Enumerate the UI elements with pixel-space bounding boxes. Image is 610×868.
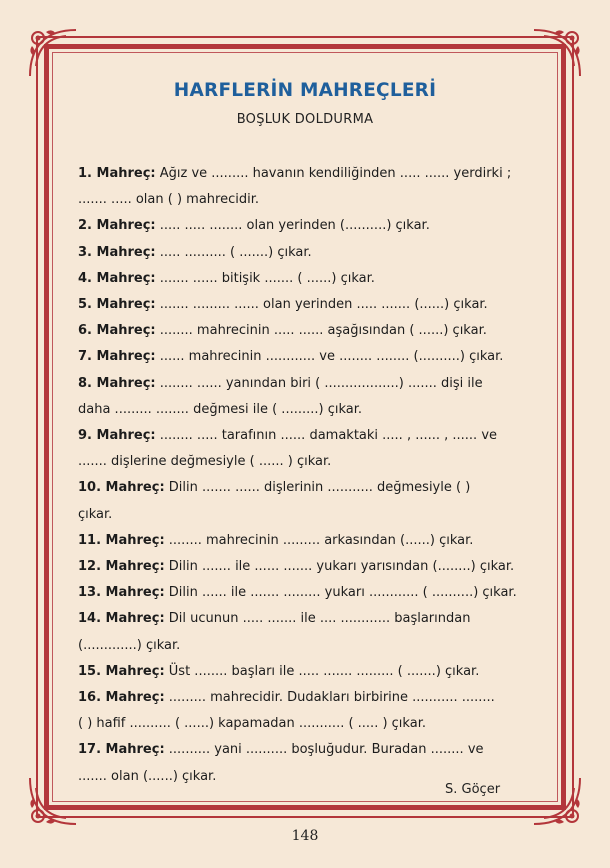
mahrec-number: 4. Mahreç:	[78, 270, 156, 286]
mahrec-number: 13. Mahreç:	[78, 585, 165, 601]
exercise-text: Dilin ...... ile ....... ......... yukarı ............ ( ..........) çıkar.	[164, 585, 517, 601]
exercise-text: ........ ..... tarafının ...... damaktaki ..... , ...... , ...... ve	[155, 428, 498, 444]
exercise-line	[78, 266, 538, 292]
exercise-text: ........ mahrecinin ......... arkasından (......) çıkar.	[164, 532, 474, 548]
exercise-text: Dilin ....... ile ...... ....... yukarı yarısından (........) çıkar.	[164, 559, 515, 575]
corner-ornament-icon	[530, 774, 584, 828]
exercise-line	[78, 240, 538, 266]
exercise-line	[78, 580, 538, 606]
exercise-line	[78, 528, 538, 554]
exercise-text: ........ ...... yanından biri ( ..................) ....... dişi ile	[155, 375, 483, 391]
exercise-text: ....... ...... bitişik ....... ( ......) çıkar.	[155, 270, 375, 286]
mahrec-number: 9. Mahreç:	[78, 428, 156, 444]
exercise-text: daha ......... ........ değmesi ile ( .........) çıkar.	[78, 401, 363, 417]
exercise-line	[78, 344, 538, 370]
exercise-text: ....... ..... olan ( ) mahrecidir.	[78, 192, 259, 208]
exercise-text: ....... dişlerine değmesiyle ( ...... ) çıkar.	[78, 454, 332, 470]
mahrec-number: 5. Mahreç:	[78, 297, 156, 313]
exercise-line	[78, 161, 538, 187]
exercise-line	[78, 737, 538, 763]
exercise-line	[78, 423, 538, 449]
exercise-text: ....... ......... ...... olan yerinden ..... ....... (......) çıkar.	[155, 297, 488, 313]
exercise-text: ...... mahrecinin ............ ve ........ ........ (..........) çıkar.	[155, 349, 504, 365]
exercise-text: ....... olan (......) çıkar.	[78, 768, 217, 784]
exercise-line	[78, 502, 538, 528]
mahrec-number: 12. Mahreç:	[78, 559, 165, 575]
exercise-line	[78, 292, 538, 318]
mahrec-number: 6. Mahreç:	[78, 323, 156, 339]
page-title: HARFLERİN MAHREÇLERİ	[173, 80, 437, 101]
exercise-text: (.............) çıkar.	[78, 637, 181, 653]
corner-ornament-icon	[530, 26, 584, 80]
exercise-text: ( ) hafif .......... ( ......) kapamadan ........... ( ..... ) çıkar.	[78, 716, 426, 732]
exercise-line	[78, 659, 538, 685]
mahrec-number: 16. Mahreç:	[78, 690, 165, 706]
exercise-line	[78, 449, 538, 475]
exercise-line	[78, 554, 538, 580]
mahrec-number: 11. Mahreç:	[78, 532, 165, 548]
exercise-text: ..... .......... ( .......) çıkar.	[155, 244, 312, 260]
mahrec-number: 14. Mahreç:	[78, 611, 165, 627]
exercise-text: Dilin ....... ...... dişlerinin ........... değmesiyle ( )	[164, 480, 471, 496]
exercise-text: Dil ucunun ..... ....... ile .... ............ başlarından	[164, 611, 471, 627]
exercise-text: ......... mahrecidir. Dudakları birbirine ........... ........	[164, 690, 495, 706]
exercise-text: Ağız ve ......... havanın kendiliğinden ..... ...... yerdirki ;	[155, 166, 512, 181]
mahrec-number: 17. Mahreç:	[78, 742, 165, 758]
mahrec-number: 2. Mahreç:	[78, 218, 156, 234]
mahrec-number: 7. Mahreç:	[78, 349, 156, 365]
exercise-line	[78, 633, 538, 659]
author-signature: S. Göçer	[445, 782, 501, 797]
exercise-line	[78, 371, 538, 397]
mahrec-number: 1. Mahreç:	[78, 166, 156, 181]
exercise-line	[78, 685, 538, 711]
exercise-line	[78, 606, 538, 632]
exercise-line	[78, 187, 538, 213]
exercise-text: .......... yani .......... boşluğudur. Buradan ........ ve	[164, 742, 484, 758]
mahrec-number: 8. Mahreç:	[78, 375, 156, 391]
exercise-text: ........ mahrecinin ..... ...... aşağısından ( ......) çıkar.	[155, 323, 487, 339]
exercise-line	[78, 213, 538, 239]
exercise-line	[78, 397, 538, 423]
exercise-list	[78, 161, 538, 790]
mahrec-number: 3. Mahreç:	[78, 244, 156, 260]
exercise-text: Üst ........ başları ile ..... ....... ......... ( .......) çıkar.	[164, 663, 480, 679]
mahrec-number: 10. Mahreç:	[78, 480, 165, 496]
mahrec-number: 15. Mahreç:	[78, 663, 165, 679]
page-subtitle: BOŞLUK DOLDURMA	[236, 112, 374, 127]
exercise-line	[78, 318, 538, 344]
exercise-line	[78, 711, 538, 737]
exercise-text: çıkar.	[78, 506, 113, 522]
exercise-line	[78, 475, 538, 501]
corner-ornament-icon	[26, 774, 80, 828]
corner-ornament-icon	[26, 26, 80, 80]
exercise-text: ..... ..... ........ olan yerinden (..........) çıkar.	[155, 218, 430, 234]
page-number: 148	[291, 828, 319, 844]
